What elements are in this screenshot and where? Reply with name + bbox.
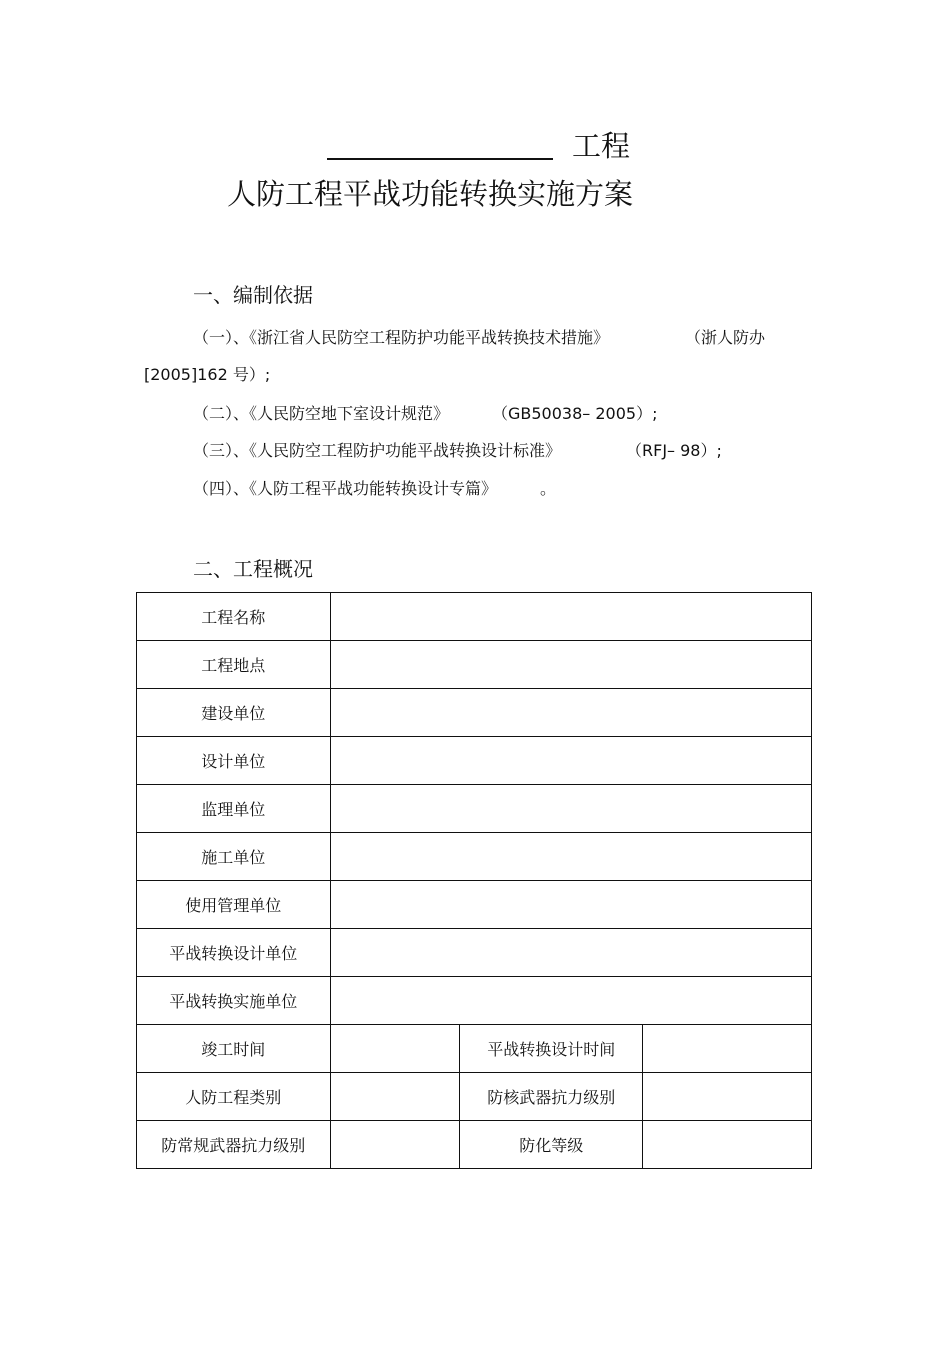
table-row [137,593,812,641]
value-cell[interactable] [330,785,811,833]
row-label: 监理单位 [137,785,331,833]
row-label: 人防工程类别 [137,1073,331,1121]
table-row [137,1121,812,1169]
row-label: 防化等级 [459,1121,643,1169]
basis-item-2-code: （GB50038– 2005）; [492,404,658,423]
basis-item-3-code: （RFJ– 98）; [626,441,722,460]
table-row [137,929,812,977]
table-row [137,641,812,689]
table-row [137,689,812,737]
row-label: 平战转换实施单位 [137,977,331,1025]
page-title: 人防工程平战功能转换实施方案 [227,177,634,211]
table-row [137,737,812,785]
value-cell[interactable] [330,689,811,737]
title-suffix: 工程 [572,129,631,163]
value-cell[interactable] [330,593,811,641]
value-cell[interactable] [643,1121,812,1169]
row-label: 平战转换设计单位 [137,929,331,977]
row-label: 竣工时间 [137,1025,331,1073]
row-label: 平战转换设计时间 [459,1025,643,1073]
section2-heading: 二、工程概况 [193,557,313,581]
row-label: 工程地点 [137,641,331,689]
basis-item-3-text: （三）、《人民防空工程防护功能平战转换设计标准》 [193,441,562,460]
value-cell[interactable] [330,1073,459,1121]
basis-item-1-number: [2005]162 号）; [144,365,271,384]
value-cell[interactable] [330,641,811,689]
basis-item-4-end: 。 [540,479,557,498]
basis-item-1-source: （浙人防办 [685,328,766,347]
value-cell[interactable] [643,1073,812,1121]
table-row [137,785,812,833]
value-cell[interactable] [330,977,811,1025]
value-cell[interactable] [330,737,811,785]
value-cell[interactable] [330,881,811,929]
value-cell[interactable] [330,929,811,977]
project-overview-table [136,592,812,1169]
row-label: 建设单位 [137,689,331,737]
table-row [137,1073,812,1121]
table-row [137,833,812,881]
section1-heading: 一、编制依据 [193,283,313,307]
row-label: 工程名称 [137,593,331,641]
row-label: 防常规武器抗力级别 [137,1121,331,1169]
value-cell[interactable] [330,1121,459,1169]
table-row [137,881,812,929]
table-row [137,977,812,1025]
value-cell[interactable] [643,1025,812,1073]
row-label: 施工单位 [137,833,331,881]
basis-item-1-text: （一）、《浙江省人民防空工程防护功能平战转换技术措施》 [193,328,610,347]
value-cell[interactable] [330,833,811,881]
table-row [137,1025,812,1073]
project-name-blank-line [327,158,553,160]
row-label: 设计单位 [137,737,331,785]
row-label: 使用管理单位 [137,881,331,929]
basis-item-4-text: （四）、《人防工程平战功能转换设计专篇》 [193,479,498,498]
basis-item-2-text: （二）、《人民防空地下室设计规范》 [193,404,450,423]
row-label: 防核武器抗力级别 [459,1073,643,1121]
value-cell[interactable] [330,1025,459,1073]
